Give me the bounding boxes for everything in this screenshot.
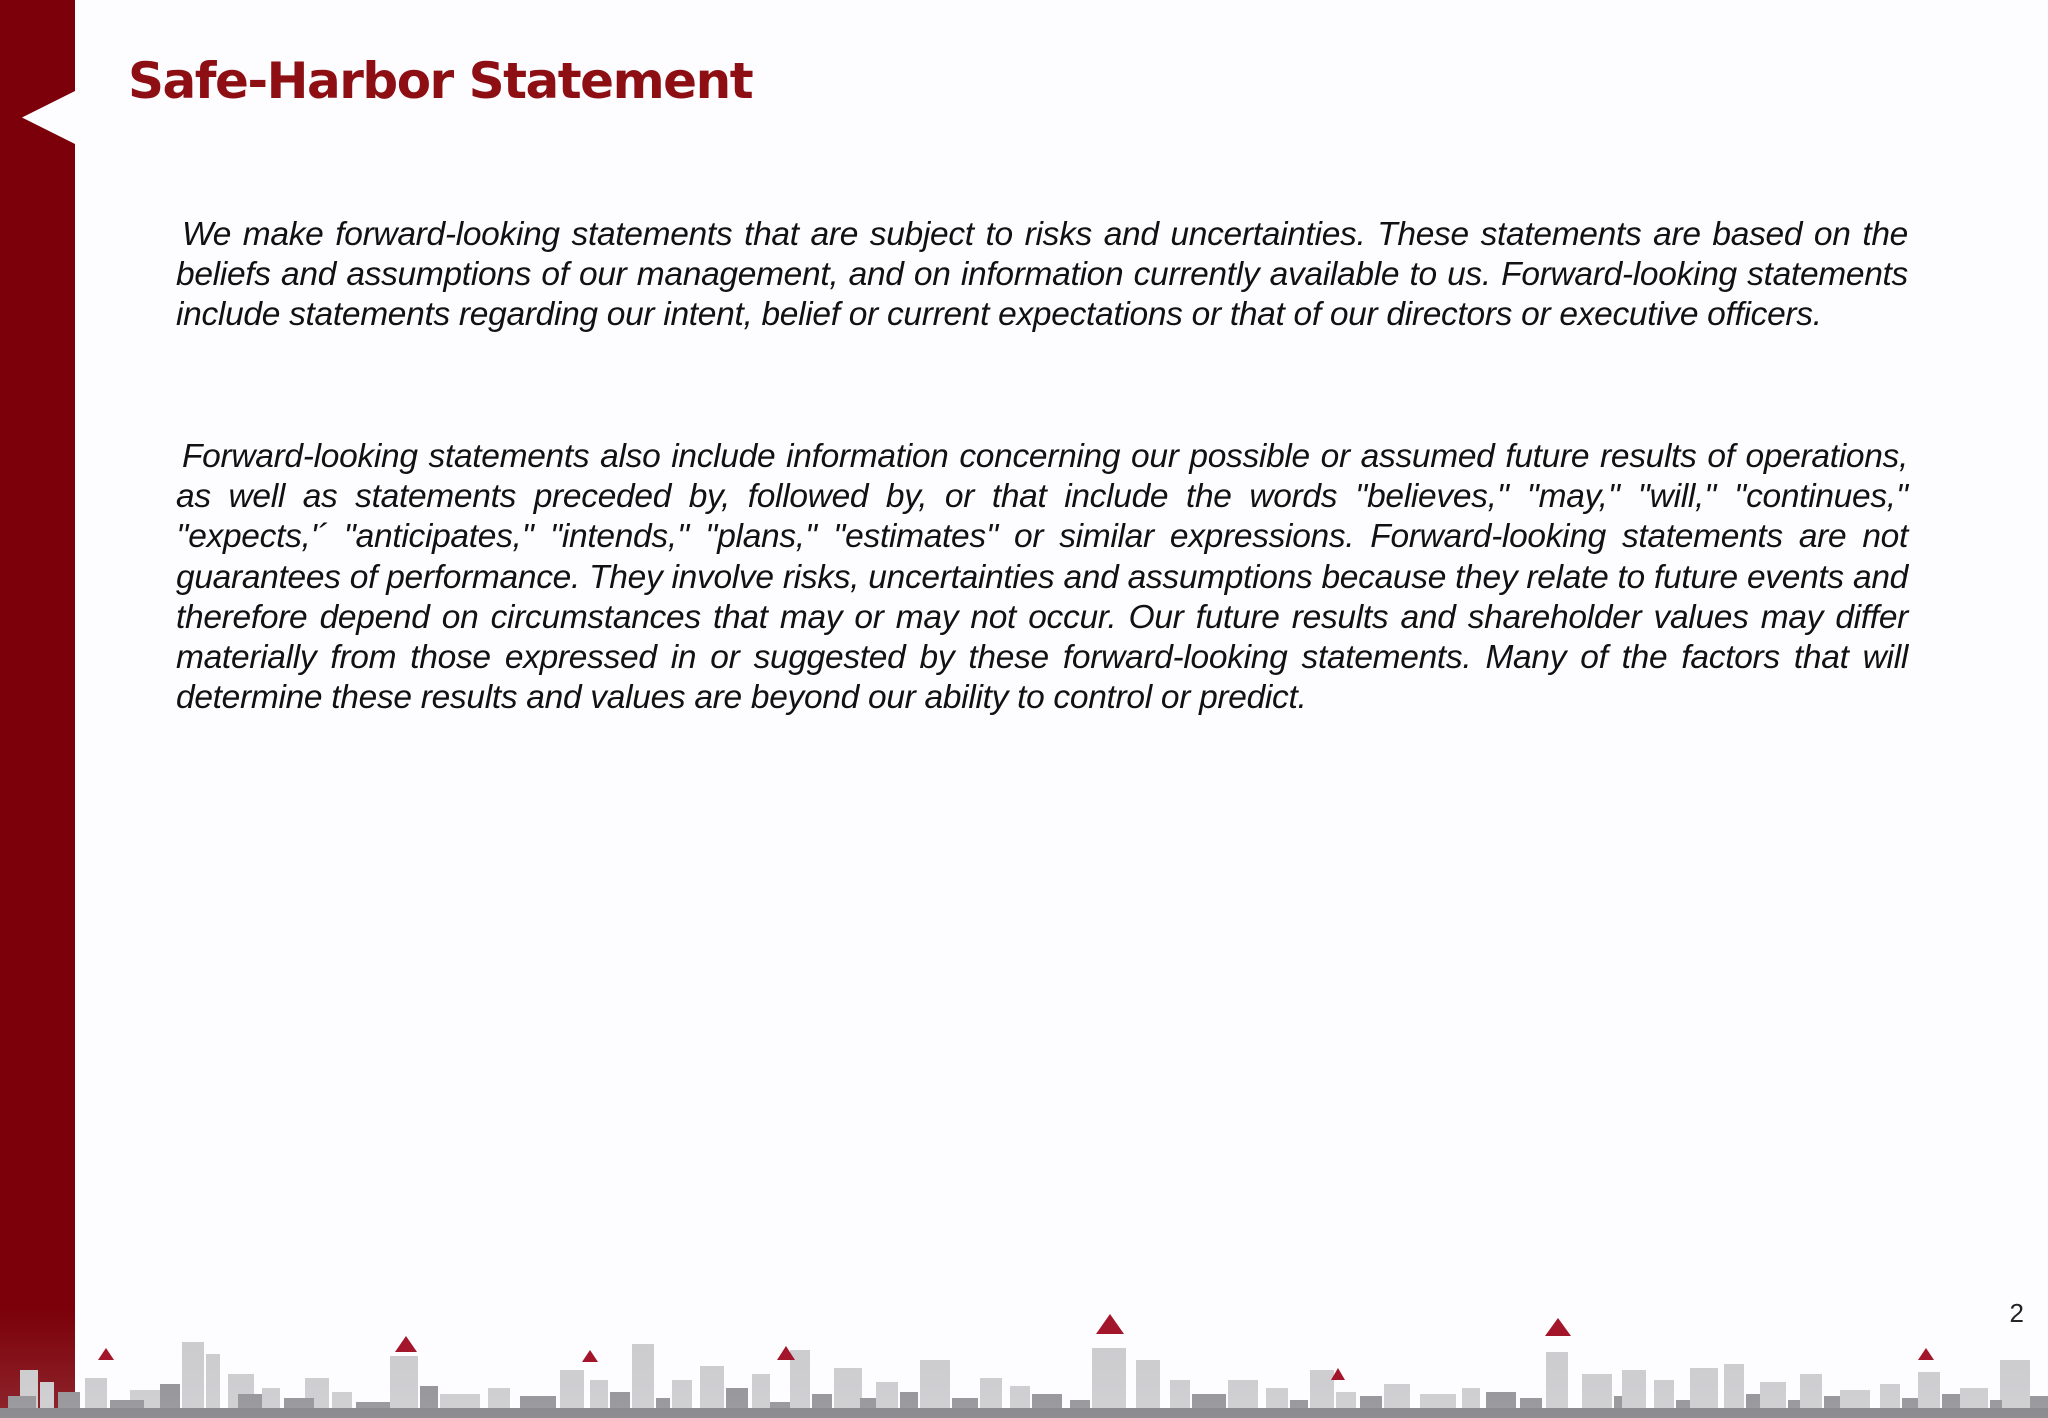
city-skyline-illustration	[0, 1308, 2048, 1418]
chevron-notch-icon	[22, 91, 75, 144]
sidebar-accent-bar	[0, 0, 75, 1418]
paragraph-forward-looking-details: Forward-looking statements also include information concerning our possible or assumed future results of operations, as well as statements preceded by, followed by, or that include the words ''believes,'' ''may,'' ''will,'' ''continues,'' ''expects,'´ ''anticipates,'' ''intends,'' ''plans,'' ''estimates'' or similar expressions. Forward-looking statements are not guarantees of performance. They involve risks, uncertainties and assumptions because they relate to future events and therefore depend on circumstances that may or may not occur. Our future results and shareholder values may differ materially from those expressed in or suggested by these forward-looking statements. Many of the factors that will determine these results and values are beyond our ability to control or predict.	[176, 438, 1908, 717]
slide-title: Safe-Harbor Statement	[128, 52, 753, 110]
paragraph-forward-looking-intro: We make forward-looking statements that are subject to risks and uncertainties. These statements are based on the beliefs and assumptions of our management, and on information currently available to us. Forward-looking statements include statements regarding our intent, belief or current expectations or that of our directors or executive officers.	[176, 216, 1908, 334]
